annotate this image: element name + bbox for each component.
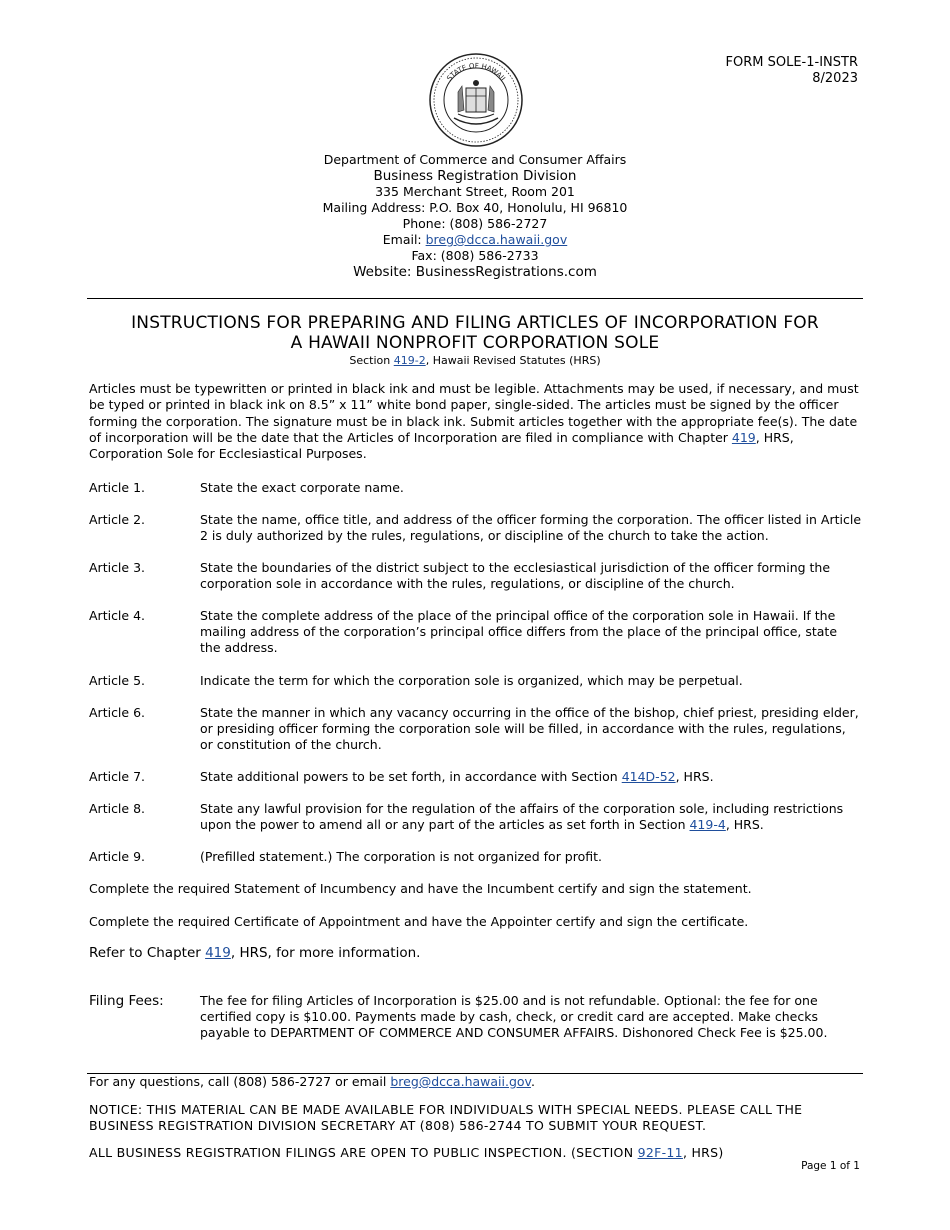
header-divider <box>87 298 863 299</box>
article-label: Article 3. <box>89 560 145 575</box>
article-text: State the manner in which any vacancy occurring in the office of the bishop, chief priest, presiding elder, or presiding officer forming the corporation sole will be filled, in accordance with the rules, regulations, or constitution of the church. <box>200 705 859 752</box>
section-92f-11-link[interactable]: 92F-11 <box>637 1145 683 1160</box>
title-line-2: A HAWAII NONPROFIT CORPORATION SOLE <box>290 333 660 353</box>
article-text <box>200 801 861 833</box>
title-line-1: INSTRUCTIONS FOR PREPARING AND FILING ARTICLES OF INCORPORATION FOR <box>131 313 819 333</box>
fax-number: Fax: (808) 586-2733 <box>411 248 539 263</box>
state-of-hawaii-seal-icon <box>428 52 524 148</box>
form-date: 8/2023 <box>812 71 858 86</box>
article-label: Article 5. <box>89 673 145 688</box>
article-text-part: , HRS. <box>675 769 714 784</box>
article-text: State the boundaries of the district subject to the ecclesiastical jurisdiction of the officer forming the corporation sole in accordance with the rules, regulations, or discipline of the church. <box>200 560 831 591</box>
public-inspection-notice <box>89 1145 724 1161</box>
refer-chapter-line <box>89 945 861 961</box>
article-text <box>200 769 861 785</box>
division-name: Business Registration Division <box>373 168 577 184</box>
statute-link-419-2[interactable]: 419-2 <box>393 354 426 367</box>
article-label: Article 9. <box>89 849 145 864</box>
article-text-part: State any lawful provision for the regulation of the affairs of the corporation sole, including restrictions upon the power to amend all or any part of the articles as set forth in Section <box>200 801 844 832</box>
refer-text: Refer to Chapter <box>89 945 206 961</box>
article-text: State the exact corporate name. <box>200 480 404 495</box>
public-text: ALL BUSINESS REGISTRATION FILINGS ARE OPEN TO PUBLIC INSPECTION. (SECTION <box>89 1145 638 1160</box>
article-text: (Prefilled statement.) The corporation is not organized for profit. <box>200 849 603 864</box>
questions-line <box>89 1074 535 1090</box>
filing-fees-label: Filing Fees: <box>89 993 164 1009</box>
intro-paragraph <box>89 381 861 462</box>
article-label: Article 4. <box>89 608 145 623</box>
special-needs-notice: NOTICE: THIS MATERIAL CAN BE MADE AVAILABLE FOR INDIVIDUALS WITH SPECIAL NEEDS. PLEASE CALL THE BUSINESS REGISTRATION DIVISION SECRETARY AT (808) 586-2744 TO SUBMIT YOUR REQUEST. <box>89 1102 803 1133</box>
article-text-part: , HRS. <box>725 817 764 832</box>
page-number: Page 1 of 1 <box>801 1160 860 1172</box>
statute-suffix: , Hawaii Revised Statutes (HRS) <box>425 354 601 367</box>
mailing-address: Mailing Address: P.O. Box 40, Honolulu, HI 96810 <box>322 200 628 215</box>
email-line <box>0 232 950 248</box>
intro-text: Articles must be typewritten or printed in black ink and must be legible. Attachments may be used, if necessary, and must be typed or printed in black ink on 8.5” x 11” white bond paper, single-sided. The articles must be signed by the officer forming the corporation. The signature must be in black ink. Submit articles together with the appropriate fee(s). The date of incorporation will be the date that the Articles of Incorporation are filed in compliance with Chapter <box>89 381 859 445</box>
refer-text-end: , HRS, for more information. <box>230 945 421 961</box>
website-line: Website: BusinessRegistrations.com <box>353 264 597 280</box>
seal-text: STATE OF HAWAII <box>445 61 507 83</box>
article-label: Article 1. <box>89 480 145 495</box>
form-number: FORM SOLE-1-INSTR <box>725 55 858 70</box>
chapter-419-link-2[interactable]: 419 <box>205 945 231 961</box>
chapter-419-link[interactable]: 419 <box>731 429 756 445</box>
form-identifier <box>726 55 858 87</box>
questions-text: For any questions, call (808) 586-2727 or email <box>89 1074 391 1089</box>
section-419-4-link[interactable]: 419-4 <box>689 817 726 832</box>
statute-prefix: Section <box>349 354 394 367</box>
department-address-block <box>0 152 950 280</box>
filing-fees-text: The fee for filing Articles of Incorporation is $25.00 and is not refundable. Optional: the fee for one certified copy is $10.00. Payments made by cash, check, or credit card are accepted. Make checks payable to DEPARTMENT OF COMMERCE AND CONSUMER AFFAIRS. Dishonored Check Fee is $25.00. <box>200 993 828 1040</box>
phone-number: Phone: (808) 586-2727 <box>402 216 548 231</box>
article-text: Indicate the term for which the corporation sole is organized, which may be perpetual. <box>200 673 743 688</box>
incumbency-instruction: Complete the required Statement of Incumbency and have the Incumbent certify and sign the statement. <box>89 881 752 896</box>
article-label: Article 8. <box>89 801 145 816</box>
section-414d-52-link[interactable]: 414D-52 <box>621 769 676 784</box>
article-text: State the complete address of the place of the principal office of the corporation sole in Hawaii. If the mailing address of the corporation’s principal office differs from the place of the principal office, state the address. <box>200 608 838 655</box>
appointment-instruction: Complete the required Certificate of Appointment and have the Appointer certify and sign the certificate. <box>89 914 749 929</box>
questions-text-end: . <box>530 1074 535 1089</box>
article-label: Article 6. <box>89 705 145 720</box>
article-text: State the name, office title, and address of the officer forming the corporation. The officer listed in Article 2 is duly authorized by the rules, regulations, or discipline of the church to take the action. <box>200 512 862 543</box>
public-text-end: , HRS) <box>682 1145 724 1160</box>
email-link[interactable]: breg@dcca.hawaii.gov <box>425 232 568 247</box>
intro-text-end: , HRS, Corporation Sole for Ecclesiastical Purposes. <box>89 429 794 462</box>
statute-reference <box>0 354 950 368</box>
email-label: Email: <box>382 232 426 247</box>
article-label: Article 7. <box>89 769 145 784</box>
page-title <box>60 313 890 353</box>
footer-email-link[interactable]: breg@dcca.hawaii.gov <box>390 1074 531 1089</box>
article-text-part: State additional powers to be set forth, in accordance with Section <box>200 769 622 784</box>
article-label: Article 2. <box>89 512 145 527</box>
department-name: Department of Commerce and Consumer Affairs <box>323 152 627 167</box>
street-address: 335 Merchant Street, Room 201 <box>375 184 575 199</box>
